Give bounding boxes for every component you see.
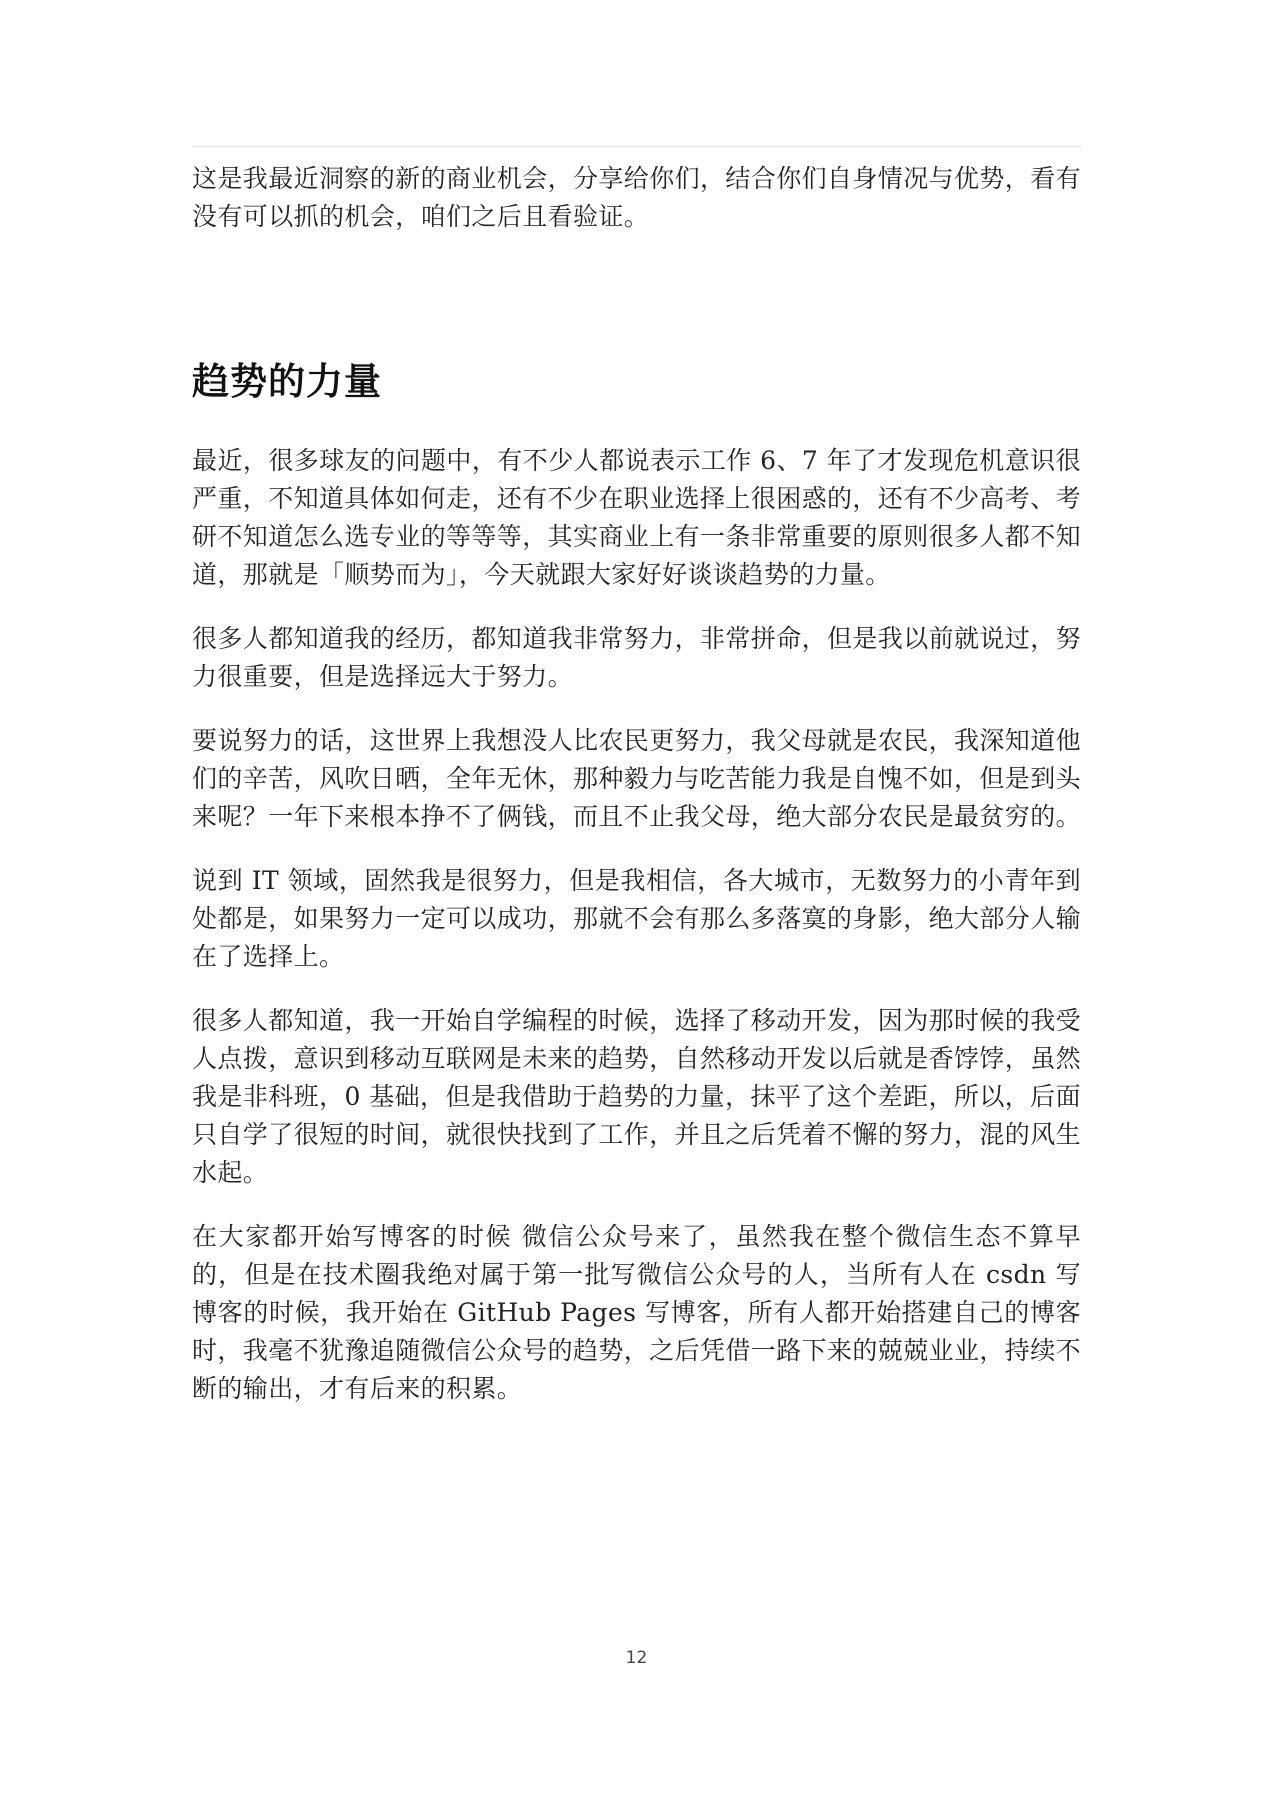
body-paragraph: 很多人都知道我的经历，都知道我非常努力，非常拼命，但是我以前就说过，努力很重要，但是选择远大于努力。: [192, 624, 1082, 691]
header-divider: [192, 146, 1081, 147]
body-paragraph: 要说努力的话，这世界上我想没人比农民更努力，我父母就是农民，我深知道他们的辛苦，风吹日晒，全年无休，那种毅力与吃苦能力我是自愧不如，但是到头来呢？一年下来根本挣不了俩钱，而且不止我父母，绝大部分农民是最贫穷的。: [192, 726, 1082, 831]
body-paragraph: 最近，很多球友的问题中，有不少人都说表示工作 6、7 年了才发现危机意识很严重，不知道具体如何走，还有不少在职业选择上很困惑的，还有不少高考、考研不知道怎么选专业的等等等，其实商业上有一条非常重要的原则很多人都不知道，那就是「顺势而为」，今天就跟大家好好谈谈趋势的力量。: [192, 446, 1082, 589]
section-heading: 趋势的力量: [192, 360, 382, 403]
page-number: 12: [625, 1648, 648, 1668]
page-content: [192, 160, 1082, 1403]
body-paragraph: 在大家都开始写博客的时候 微信公众号来了，虽然我在整个微信生态不算早的，但是在技术圈我绝对属于第一批写微信公众号的人，当所有人在 csdn 写博客的时候，我开始在 GitHub Pages 写博客，所有人都开始搭建自己的博客时，我毫不犹豫追随微信公众号的趋势，之后凭借一路下来的兢兢业业，持续不断的输出，才有后来的积累。: [192, 1222, 1082, 1403]
body-paragraphs: [192, 442, 1081, 1434]
intro-paragraph: 这是我最近洞察的新的商业机会，分享给你们，结合你们自身情况与优势，看有没有可以抓的机会，咱们之后且看验证。: [192, 164, 1082, 231]
body-paragraph: 很多人都知道，我一开始自学编程的时候，选择了移动开发，因为那时候的我受人点拨，意识到移动互联网是未来的趋势，自然移动开发以后就是香饽饽，虽然我是非科班，0 基础，但是我借助于趋势的力量，抹平了这个差距，所以，后面只自学了很短的时间，就很快找到了工作，并且之后凭着不懈的努力，混的风生水起。: [192, 1006, 1082, 1187]
body-paragraph: 说到 IT 领域，固然我是很努力，但是我相信，各大城市，无数努力的小青年到处都是，如果努力一定可以成功，那就不会有那么多落寞的身影，绝大部分人输在了选择上。: [192, 866, 1082, 971]
